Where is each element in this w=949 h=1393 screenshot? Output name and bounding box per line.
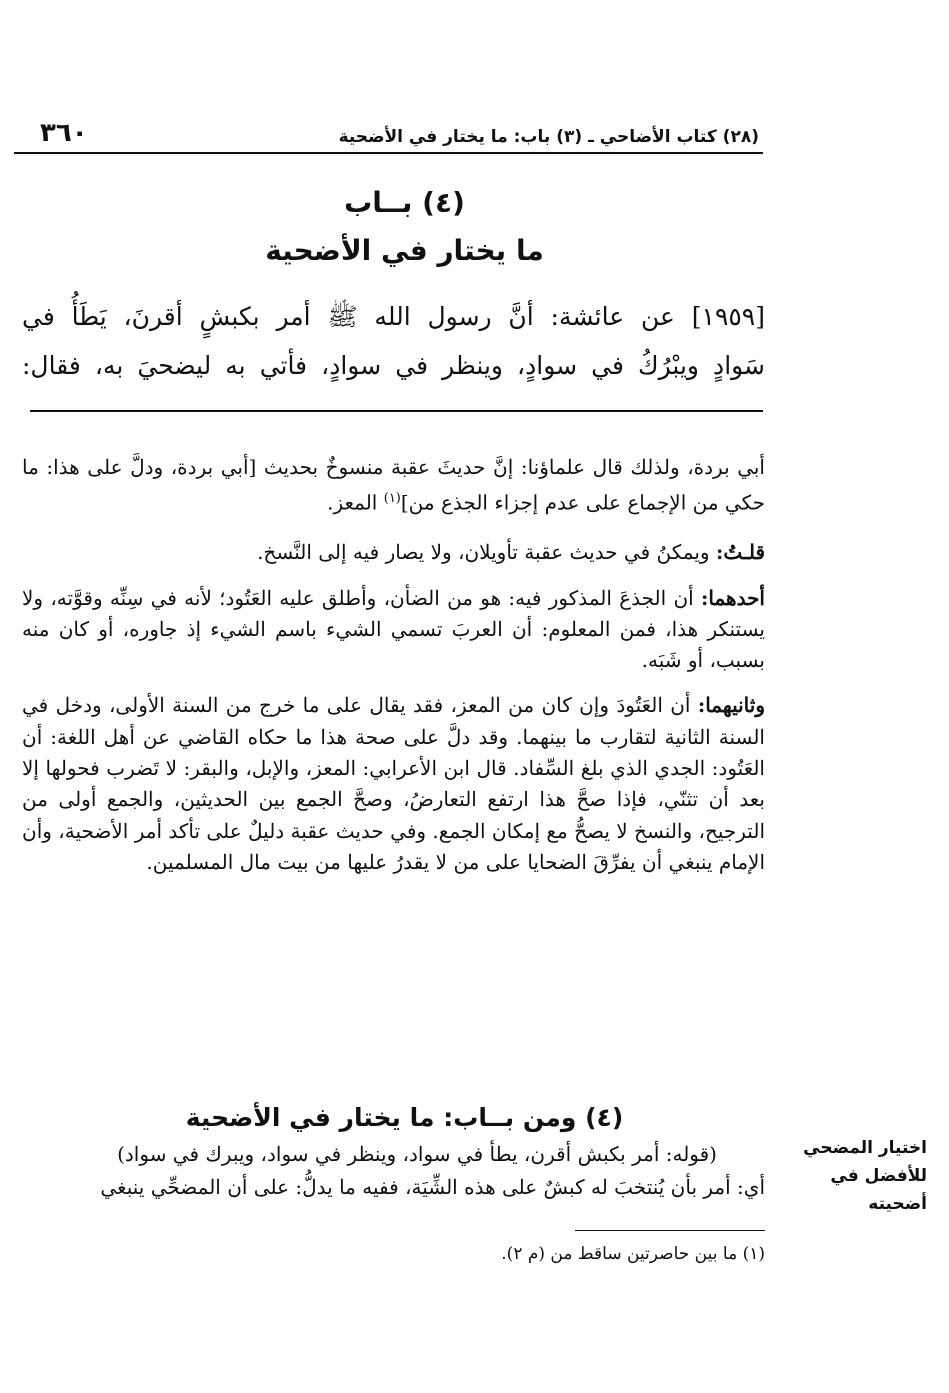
section-divider — [30, 410, 763, 412]
quoted-phrase: (قوله: أمر بكبش أقرن، يطأ في سواد، وينظر في سواد، ويبرك في سواد) — [117, 1142, 717, 1166]
commentary-paragraph — [22, 583, 765, 677]
page-number: ٣٦٠ — [40, 118, 88, 148]
hadith-line: سَوادٍ ويبْرُكُ في سوادٍ، وينظر في سوادٍ، فأتي به ليضحيَ به، فقال: — [22, 351, 765, 380]
footnote: (١) ما بين حاصرتين ساقط من (م ٢). — [501, 1244, 765, 1264]
header-rule — [14, 152, 763, 154]
chapter-label: (٤) بــاب — [344, 186, 465, 219]
commentary — [22, 452, 765, 892]
hadith-line: [١٩٥٩] عن عائشة: أنَّ رسول الله ﷺ أمر بكبشٍ أقرنَ، يَطَأُ في — [22, 302, 765, 331]
commentary-text: المعز. — [327, 490, 384, 515]
commentary-paragraph — [22, 690, 765, 878]
commentary-text: أن العَتُودَ وإن كان من المعز، فقد يقال على ما خرج من السنة الأولى، ودخل في السنة الثانية لتقارب ما بينهما. وقد دلَّ على صحة هذا ما حكاه القاضي عن أهل اللغة: أن العَتُود: الجدي الذي بلغ السِّفاد. قال ابن الأعرابي: المعز، والإبل، والبقر: لا تَضرب فحولها إلا بعد أن تثنّي، فإذا صحَّ هذا ارتفع التعارضُ، وصحَّ الجمع بين الحديثين، والجمع أولى من الترجيح، والنسخ لا يصحُّ مع إمكان الجمع. وفي حديث عقبة دليلٌ على تأكد أمر الأضحية، وأن الإمام ينبغي أن يفرِّقَ الضحايا على من لا يقدرُ عليها من بيت مال المسلمين. — [22, 693, 765, 874]
commentary-paragraph — [22, 537, 765, 568]
commentary-paragraph — [22, 452, 765, 519]
margin-note — [779, 1134, 927, 1218]
commentary-text: أن الجذعَ المذكور فيه: هو من الضأن، وأطلق عليه العَتُود؛ لأنه في سِنِّه وقوَّته، ولا يستنكر هذا، فمن المعلوم: أن العربَ تسمي الشيء باسم الشيء إذ جاوره، أو كان منه بسبب، أو شَبَه. — [22, 585, 765, 673]
keyword: أحدهما: — [700, 585, 765, 610]
margin-note-line: أضحيته — [868, 1194, 927, 1214]
keyword: قلـتُ: — [715, 540, 765, 565]
chapter-title: ما يختار في الأضحية — [265, 234, 544, 267]
keyword: وثانيهما: — [697, 693, 765, 718]
sharh-paragraph: أي: أمر بأن يُنتخبَ له كبشٌ على هذه الشِّيَة، ففيه ما يدلُّ: على أن المضحِّي ينبغي — [100, 1175, 765, 1199]
commentary-text: أبي بردة، ولذلك قال علماؤنا: إنَّ حديثَ عقبة منسوخٌ بحديث [أبي بردة، ودلَّ على هذا: ما حكي من الإجماع على عدم إجزاء الجذع من] — [22, 455, 765, 515]
margin-note-line: اختيار المضحي — [803, 1138, 927, 1158]
commentary-text: ويمكنُ في حديث عقبة تأويلان، ولا يصار فيه إلى النَّسخ. — [257, 540, 716, 565]
section-heading: (٤) ومن بــاب: ما يختار في الأضحية — [185, 1103, 624, 1132]
margin-note-line: للأفضل في — [830, 1166, 927, 1186]
hadith-text — [22, 292, 765, 390]
running-head: (٢٨) كتاب الأضاحي ـ (٣) باب: ما يختار في الأضحية — [338, 127, 759, 147]
footnote-rule — [575, 1230, 765, 1231]
footnote-reference: (١) — [383, 491, 401, 507]
sharh-text — [22, 1138, 765, 1204]
